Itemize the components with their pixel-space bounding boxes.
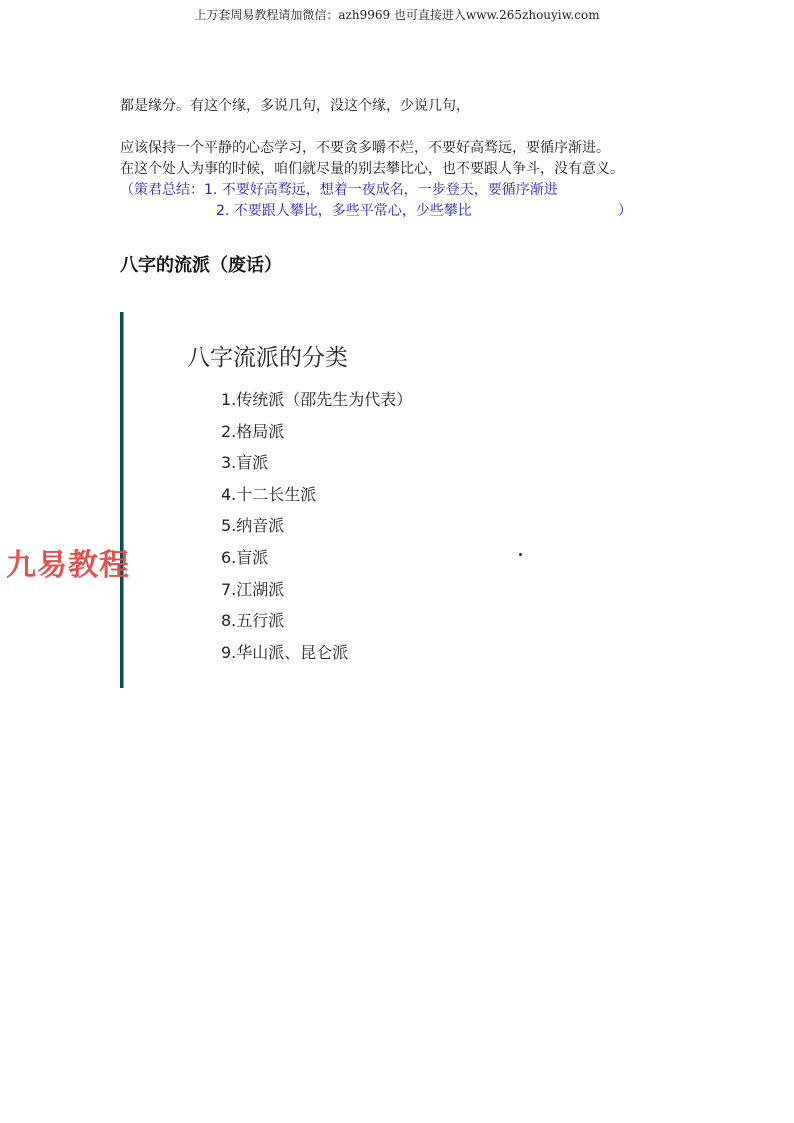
list-item: 6.盲派 (221, 547, 269, 567)
list-item: 4.十二长生派 (221, 484, 317, 504)
list-item: 3.盲派 (221, 453, 269, 473)
summary-line-2: 2. 不要跟人攀比，多些平常心，少些攀比 (216, 203, 472, 219)
paragraph-attitude-line1: 应该保持一个平静的心态学习，不要贪多嚼不烂，不要好高骛远，要循序渐进。 (120, 140, 610, 156)
list-item: 1.传统派（邵先生为代表） (221, 390, 413, 409)
page-header: 上万套周易教程请加微信：azh9969 也可直接进入www.265zhouyiw.com (194, 8, 600, 22)
slide-image (120, 312, 640, 690)
list-item: 8.五行派 (221, 611, 285, 631)
slide-title: 八字流派的分类 (187, 345, 348, 371)
summary-note (120, 180, 632, 222)
slide-accent-bar (120, 312, 124, 688)
list-item: 9.华山派、昆仑派 (221, 642, 349, 662)
section-title: 八字的流派（废话） (120, 255, 282, 276)
school-list (221, 388, 412, 672)
watermark-logo: 九易教程 (6, 548, 130, 583)
list-item: 2.格局派 (221, 421, 285, 441)
paragraph-fate: 都是缘分。有这个缘，多说几句，没这个缘，少说几句， (120, 98, 470, 114)
paragraph-attitude-line2: 在这个处人为事的时候，咱们就尽量的别去攀比心，也不要跟人争斗，没有意义。 (120, 161, 624, 177)
list-item: 5.纳音派 (221, 516, 285, 536)
list-item: 7.江湖派 (221, 579, 285, 599)
stray-dot (519, 553, 522, 556)
summary-line-1: （策君总结：1. 不要好高骛远，想着一夜成名，一步登天，要循序渐进 (120, 182, 558, 198)
summary-close-paren: ） (618, 203, 632, 219)
